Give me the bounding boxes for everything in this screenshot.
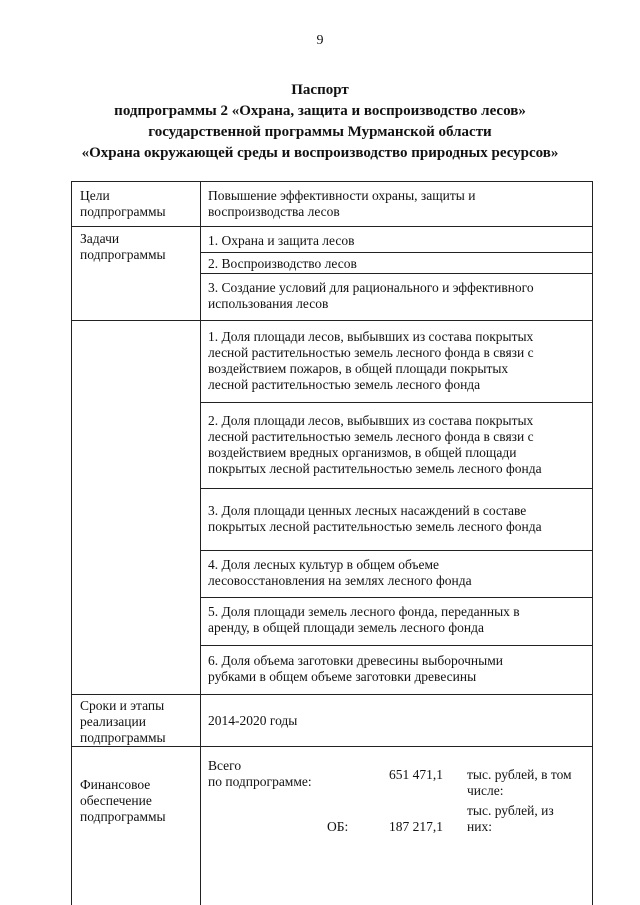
table-border-right — [592, 181, 593, 905]
task-divider-2 — [200, 273, 593, 274]
indicator-item-1: 1. Доля площади лесов, выбывших из состава покрытых лесной растительностью земель лесного фонда в связи с воздействием пожаров, в общей площади покрытых лесной растительностью земель лесного фонда — [208, 329, 534, 392]
title-line-2: подпрограммы 2 «Охрана, защита и воспроизводство лесов» — [114, 103, 526, 119]
finance-total-label: Всего по подпрограмме: — [208, 758, 312, 789]
indicator-item-2: 2. Доля площади лесов, выбывших из состава покрытых лесной растительностью земель лесного фонда в связи с воздействием вредных организмов, в общей площади покрытых лесной растительностью земель лесного фонда — [208, 413, 542, 476]
indicator-divider-4 — [200, 597, 593, 598]
title-line-1: Паспорт — [291, 82, 349, 98]
row-divider-terms — [71, 746, 593, 747]
finance-total-amount: 651 471,1 — [389, 767, 443, 782]
task-item-1: 1. Охрана и защита лесов — [208, 233, 355, 248]
finance-ob-label: ОБ: — [327, 819, 349, 834]
indicator-item-3: 3. Доля площади ценных лесных насаждений в составе покрытых лесной растительностью земель лесного фонда — [208, 503, 542, 534]
page-title — [0, 80, 640, 164]
indicator-divider-1 — [200, 402, 593, 403]
task-item-3: 3. Создание условий для рационального и эффективного использования лесов — [208, 280, 534, 311]
finance-ob-amount: 187 217,1 — [389, 819, 443, 834]
finance-total-unit: тыс. рублей, в том числе: — [467, 767, 572, 798]
indicator-item-6: 6. Доля объема заготовки древесины выборочными рубками в общем объеме заготовки древесины — [208, 653, 503, 684]
indicator-divider-2 — [200, 488, 593, 489]
goals-label: Цели подпрограммы — [80, 188, 166, 219]
row-divider-goals — [71, 226, 593, 227]
passport-table — [71, 181, 593, 905]
row-divider-tasks — [71, 320, 593, 321]
indicator-item-4: 4. Доля лесных культур в общем объеме лесовосстановления на землях лесного фонда — [208, 557, 472, 588]
terms-label: Сроки и этапы реализации подпрограммы — [80, 698, 166, 745]
table-border-left — [71, 181, 72, 905]
title-line-3: государственной программы Мурманской области — [148, 124, 492, 140]
finance-label: Финансовое обеспечение подпрограммы — [80, 777, 166, 824]
tasks-label: Задачи подпрограммы — [80, 231, 166, 262]
goals-value: Повышение эффективности охраны, защиты и воспроизводства лесов — [208, 188, 476, 219]
row-divider-indicators — [71, 694, 593, 695]
table-border-top — [71, 181, 593, 182]
page-number: 9 — [316, 33, 324, 48]
table-column-divider — [200, 181, 201, 905]
task-divider-1 — [200, 252, 593, 253]
indicator-divider-3 — [200, 550, 593, 551]
terms-value: 2014-2020 годы — [208, 713, 298, 728]
title-line-4: «Охрана окружающей среды и воспроизводство природных ресурсов» — [81, 145, 559, 161]
indicator-divider-5 — [200, 645, 593, 646]
task-item-2: 2. Воспроизводство лесов — [208, 256, 357, 271]
finance-ob-unit: тыс. рублей, из них: — [467, 803, 554, 834]
indicator-item-5: 5. Доля площади земель лесного фонда, переданных в аренду, в общей площади земель лесного фонда — [208, 604, 520, 635]
